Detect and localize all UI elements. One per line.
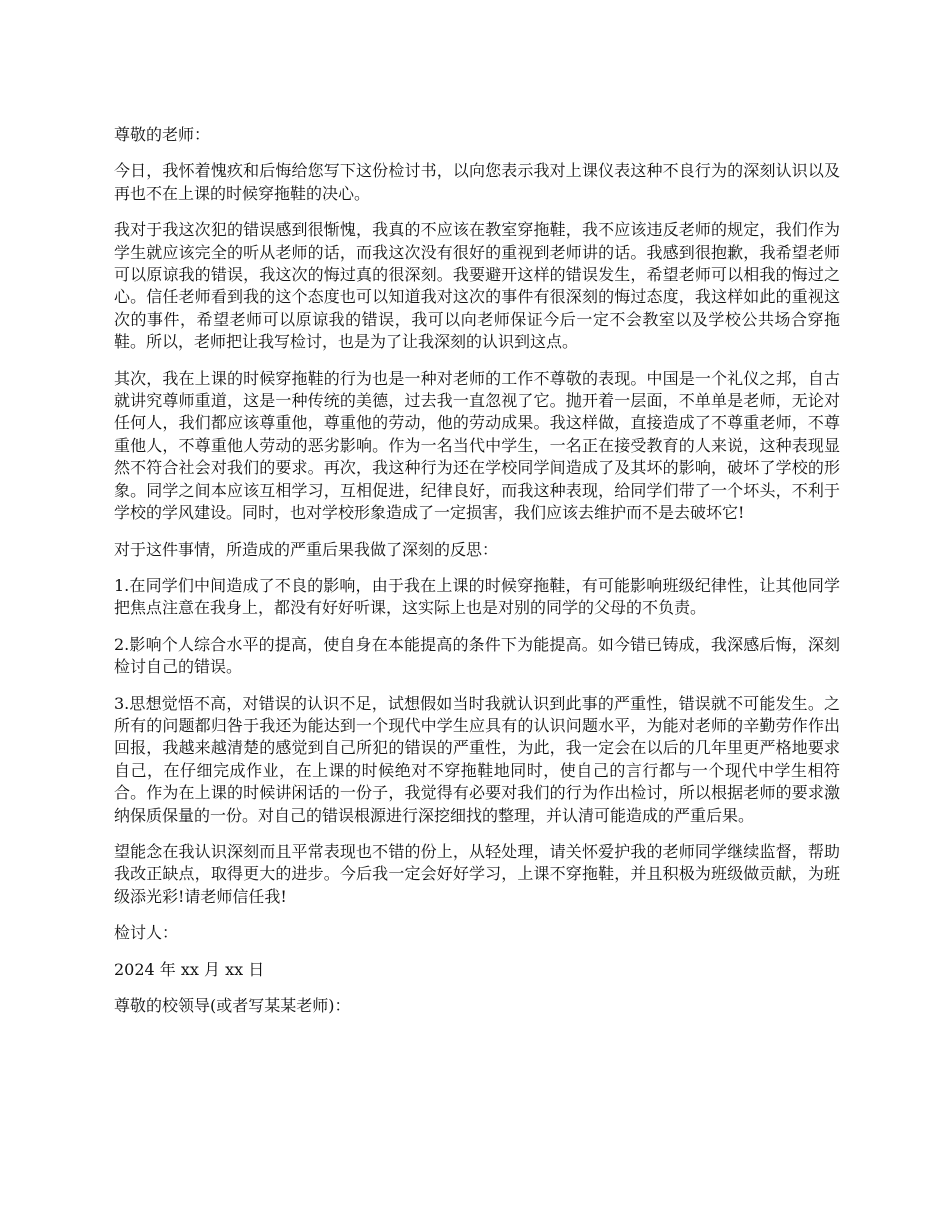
reflection-item-2: 2.影响个人综合水平的提高，使自身在本能提高的条件下为能提高。如今错已铸成，我深感后悔，深刻检讨自己的错误。 bbox=[114, 634, 840, 677]
reflection-item-3: 3.思想觉悟不高，对错误的认识不足，试想假如当时我就认识到此事的严重性，错误就不可能发生。之所有的问题都归咎于我还为能达到一个现代中学生应具有的认识问题水平，为能对老师的辛勤劳作作出回报，我越来越清楚的感觉到自己所犯的错误的严重性，为此，我一定会在以后的几年里更严格地要求自己，在仔细完成作业，在上课的时候绝对不穿拖鞋地同时，使自己的言行都与一个现代中学生相符合。作为在上课的时候讲闲话的一份子，我觉得有必要对我们的行为作出检讨，所以根据老师的要求激纳保质保量的一份。对自己的错误根源进行深挖细找的整理，并认清可能造成的严重后果。 bbox=[114, 693, 840, 825]
paragraph-closing: 望能念在我认识深刻而且平常表现也不错的份上，从轻处理，请关怀爱护我的老师同学继续监督，帮助我改正缺点，取得更大的进步。今后我一定会好好学习，上课不穿拖鞋，并且积极为班级做贡献，为班级添光彩!请老师信任我! bbox=[114, 841, 840, 906]
document-page bbox=[114, 124, 840, 1031]
next-greeting: 尊敬的校领导(或者写某某老师)： bbox=[114, 996, 351, 1015]
paragraph-reflection-heading: 对于这件事情，所造成的严重后果我做了深刻的反思： bbox=[114, 539, 499, 559]
reflection-item-1: 1.在同学们中间造成了不良的影响，由于我在上课的时候穿拖鞋，有可能影响班级纪律性，让其他同学把焦点注意在我身上，都没有好好听课，这实际上也是对别的同学的父母的不负责。 bbox=[114, 575, 840, 618]
date-line: 2024 年 xx 月 xx 日 bbox=[114, 959, 265, 979]
signature-label: 检讨人： bbox=[114, 923, 179, 943]
paragraph-respect: 其次，我在上课的时候穿拖鞋的行为也是一种对老师的工作不尊敬的表现。中国是一个礼仪之邦，自古就讲究尊师重道，这是一种传统的美德，过去我一直忽视了它。抛开着一层面，不单单是老师，无论对任何人，我们都应该尊重他，尊重他的劳动，他的劳动成果。我这样做，直接造成了不尊重老师，不尊重他人，不尊重他人劳动的恶劣影响。作为一名当代中学生，一名正在接受教育的人来说，这种表现显然不符合社会对我们的要求。再次，我这种行为还在学校同学间造成了及其坏的影响，破坏了学校的形象。同学之间本应该互相学习，互相促进，纪律良好，而我这种表现，给同学们带了一个坏头，不利于学校的学风建设。同时，也对学校形象造成了一定损害，我们应该去维护而不是去破坏它! bbox=[114, 368, 840, 523]
greeting: 尊敬的老师： bbox=[114, 125, 211, 144]
paragraph-intro: 今日，我怀着愧疚和后悔给您写下这份检讨书，以向您表示我对上课仪表这种不良行为的深刻认识以及再也不在上课的时候穿拖鞋的决心。 bbox=[114, 161, 840, 203]
paragraph-apology: 我对于我这次犯的错误感到很惭愧，我真的不应该在教室穿拖鞋，我不应该违反老师的规定，我们作为学生就应该完全的听从老师的话，而我这次没有很好的重视到老师讲的话。我感到很抱歉，我希望老师可以原谅我的错误，我这次的悔过真的很深刻。我要避开这样的错误发生，希望老师可以相我的悔过之心。信任老师看到我的这个态度也可以知道我对这次的事件有很深刻的悔过态度，我这样如此的重视这次的事件，希望老师可以原谅我的错误，我可以向老师保证今后一定不会教室以及学校公共场合穿拖鞋。所以，老师把让我写检讨，也是为了让我深刻的认识到这点。 bbox=[114, 220, 840, 352]
